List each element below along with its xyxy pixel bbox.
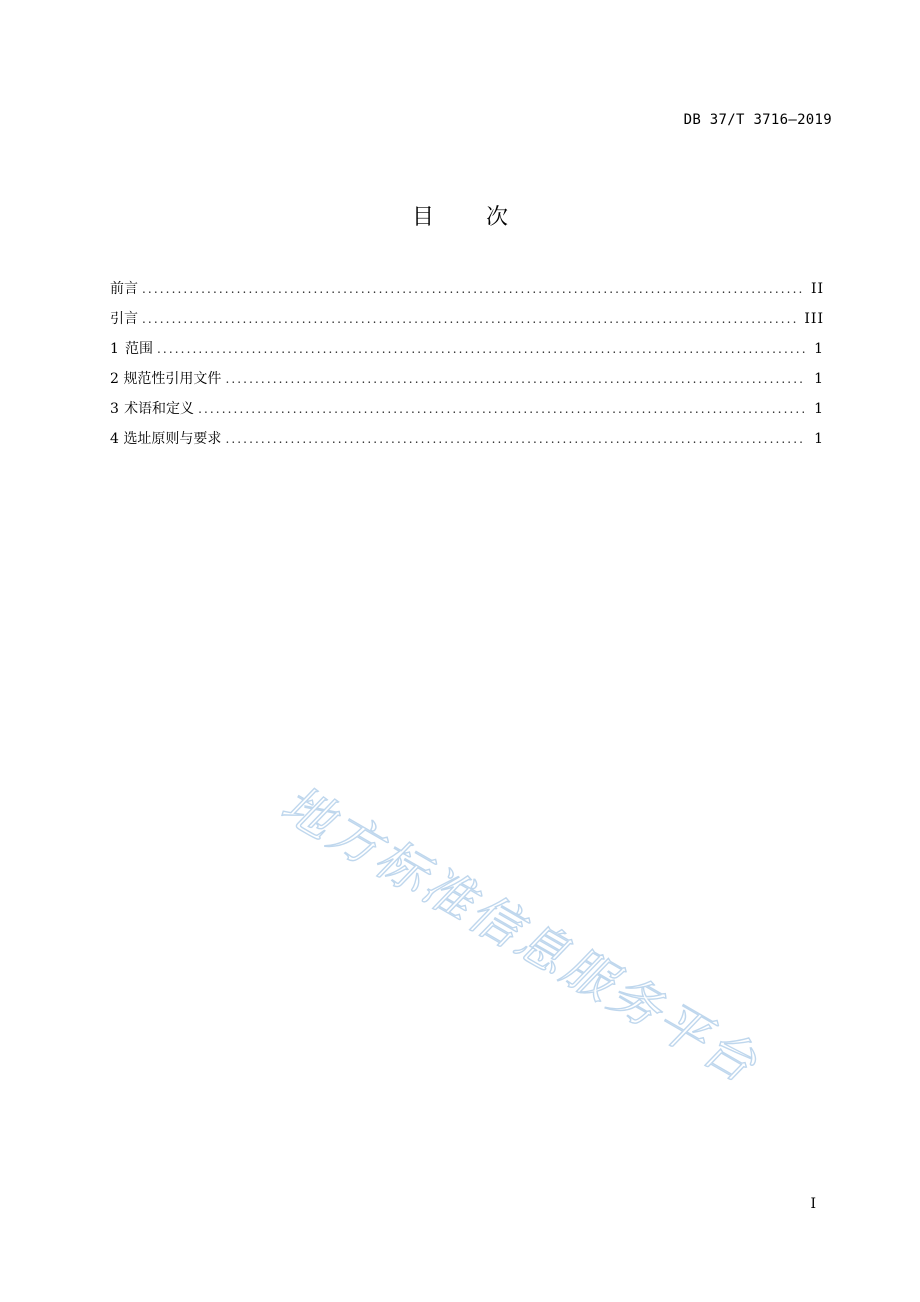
toc-entry-text: 术语和定义 [124, 401, 195, 417]
toc-dot-leader [142, 308, 796, 330]
toc-entry-number: 1 [110, 341, 119, 357]
toc-entry-page: II [810, 281, 824, 297]
toc-entry-normative-references[interactable] [110, 368, 824, 398]
toc-entry-text: 引言 [110, 311, 138, 327]
toc-dot-leader [225, 368, 806, 390]
toc-dot-leader [142, 278, 803, 300]
toc-entry-page: 1 [814, 341, 824, 357]
toc-entry-scope[interactable] [110, 338, 824, 368]
toc-entry-text: 规范性引用文件 [123, 371, 222, 387]
toc-entry-foreword[interactable] [110, 278, 824, 308]
toc-dot-leader [157, 338, 806, 360]
toc-entry-page: III [804, 311, 824, 327]
standard-code: DB 37/T 3716—2019 [683, 112, 832, 128]
toc-entry-introduction[interactable] [110, 308, 824, 338]
toc-entry-number: 3 [110, 401, 119, 417]
toc-entry-text: 前言 [110, 281, 138, 297]
toc-entry-page: 1 [814, 401, 824, 417]
toc-entry-number: 4 [110, 431, 119, 447]
toc-dot-leader [198, 398, 806, 420]
page-number: I [810, 1196, 816, 1212]
toc-title: 目次 [411, 205, 560, 230]
table-of-contents [110, 278, 824, 458]
toc-dot-leader [225, 428, 806, 450]
toc-entry-site-selection[interactable] [110, 428, 824, 458]
toc-entry-number: 2 [110, 371, 119, 387]
toc-entry-terms-definitions[interactable] [110, 398, 824, 428]
toc-entry-page: 1 [814, 371, 824, 387]
toc-entry-text: 范围 [125, 341, 154, 357]
toc-entry-page: 1 [814, 431, 824, 447]
watermark: 地方标准信息服务平台 [271, 774, 769, 1095]
toc-entry-text: 选址原则与要求 [123, 431, 222, 447]
